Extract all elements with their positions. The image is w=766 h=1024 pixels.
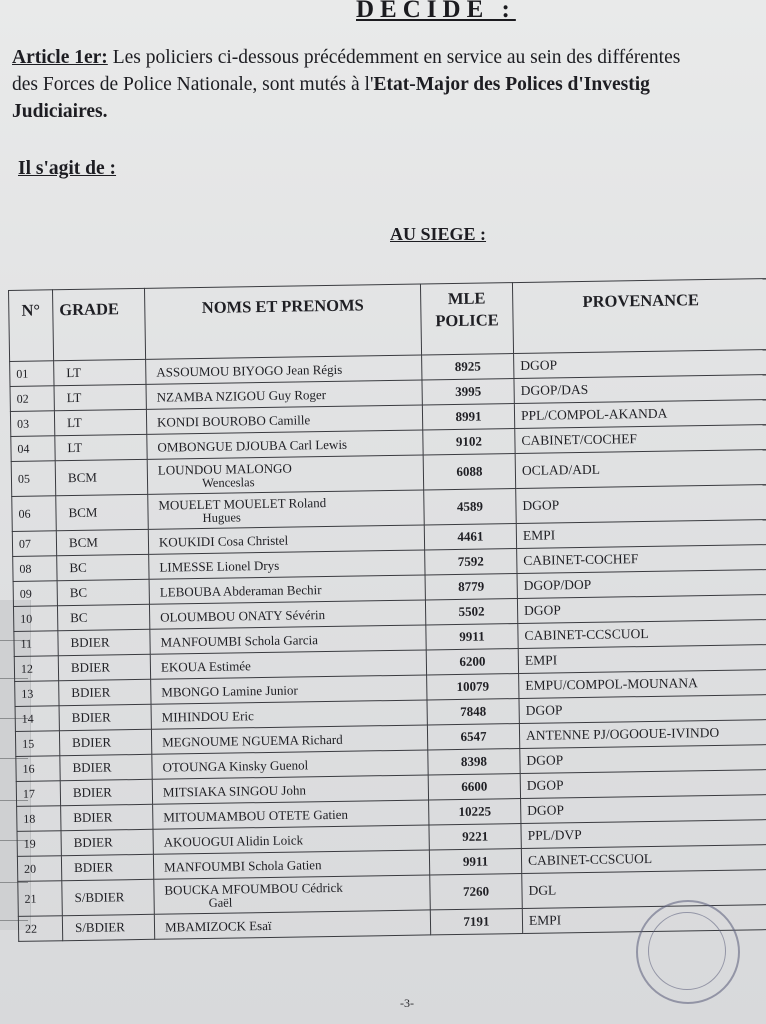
row-name-primary: MBONGO Lamine Junior: [161, 681, 298, 700]
row-number: 04: [11, 436, 55, 462]
article-label: Article 1er:: [12, 47, 108, 68]
row-number: 03: [10, 411, 54, 437]
row-grade: BC: [57, 554, 149, 580]
row-number: 01: [10, 361, 54, 387]
row-grade: BDIER: [59, 679, 151, 705]
article-text-2a: des Forces de Police Nationale, sont mutés à l': [12, 74, 374, 95]
row-mle-police: 7191: [430, 908, 522, 934]
row-grade: BCM: [56, 494, 149, 530]
row-name-primary: MBAMIZOCK Esaï: [164, 917, 272, 935]
row-mle-police: 9911: [429, 849, 521, 875]
article-text-1: Les policiers ci-dessous précédemment en service au sein des différentes: [112, 47, 681, 68]
page-number: -3-: [400, 996, 414, 1010]
row-name-continuation: Hugues: [202, 510, 241, 525]
row-name-primary: ASSOUMOU BIYOGO Jean Régis: [156, 361, 343, 380]
row-number: 12: [14, 656, 58, 682]
article-line-3: [12, 98, 766, 125]
article-line-2: [12, 71, 766, 98]
row-mle-police: 3995: [422, 379, 514, 405]
row-name-continuation: Wenceslas: [201, 475, 255, 490]
row-mle-police: 9911: [426, 624, 518, 650]
row-provenance: ANTENNE PJ/OGOOUE-IVINDO: [519, 720, 766, 749]
row-name-primary: NZAMBA NZIGOU Guy Roger: [156, 386, 327, 405]
row-provenance: CABINET/COCHEF: [515, 425, 766, 454]
row-mle-police: 7592: [425, 549, 517, 575]
row-provenance: DGOP/DAS: [514, 375, 766, 404]
row-number: 07: [12, 531, 56, 557]
section-title: AU SIEGE :: [390, 224, 487, 244]
row-name-primary: LIMESSE Lionel Drys: [159, 557, 280, 575]
row-number: 13: [15, 681, 59, 707]
row-grade: BC: [57, 604, 149, 630]
row-number: 06: [12, 496, 57, 532]
row-number: 16: [16, 756, 60, 782]
row-number: 19: [17, 831, 61, 857]
row-name-primary: BOUCKA MFOUMBOU Cédrick: [164, 879, 343, 898]
row-provenance: PPL/DVP: [521, 819, 766, 848]
row-provenance: DGOP: [517, 595, 766, 624]
header-name: NOMS ET PRENOMS: [144, 284, 421, 359]
row-provenance: CABINET-CCSCUOL: [521, 844, 766, 873]
article-text-2b: Etat-Major des Polices d'Investig: [373, 74, 650, 95]
row-grade: BDIER: [61, 829, 153, 855]
row-mle-police: 4589: [424, 489, 517, 525]
row-number: 21: [18, 881, 63, 917]
row-grade: BCM: [55, 459, 148, 495]
row-mle-police: 4461: [424, 524, 516, 550]
personnel-table: [8, 278, 766, 942]
row-mle-police: 8398: [428, 749, 520, 775]
row-number: 09: [13, 581, 57, 607]
row-number: 20: [17, 856, 61, 882]
row-number: 11: [14, 631, 58, 657]
row-provenance: PPL/COMPOL-AKANDA: [514, 400, 766, 429]
row-number: 02: [10, 386, 54, 412]
row-name-primary: OMBONGUE DJOUBA Carl Lewis: [157, 436, 348, 455]
header-provenance: PROVENANCE: [512, 279, 766, 354]
row-name-primary: KOUKIDI Cosa Christel: [158, 532, 289, 550]
row-mle-police: 7848: [427, 699, 519, 725]
row-provenance: OCLAD/ADL: [515, 450, 766, 489]
row-number: 14: [15, 706, 59, 732]
article-line-1: [12, 44, 766, 71]
row-number: 22: [18, 916, 62, 942]
row-provenance: DGOP: [521, 794, 766, 823]
official-stamp: [636, 900, 740, 1004]
row-mle-police: 8779: [425, 574, 517, 600]
header-grade: GRADE: [53, 288, 146, 360]
row-name-primary: MEGNOUME NGUEMA Richard: [161, 731, 343, 750]
row-number: 18: [17, 806, 61, 832]
row-name-primary: EKOUA Estimée: [160, 657, 251, 675]
row-provenance: DGL: [522, 869, 766, 908]
row-mle-police: 6088: [423, 454, 516, 490]
row-provenance: EMPI: [516, 520, 766, 549]
row-mle-police: 7260: [430, 874, 523, 910]
row-mle-police: 10225: [429, 799, 521, 825]
row-mle-police: 9102: [423, 429, 515, 455]
row-name-primary: KONDI BOUROBO Camille: [156, 411, 311, 430]
row-mle-police: 5502: [425, 599, 517, 625]
row-number: 17: [16, 781, 60, 807]
row-grade: BDIER: [61, 804, 153, 830]
row-provenance: DGOP: [520, 769, 766, 798]
row-provenance: DGOP: [514, 350, 766, 379]
row-grade: LT: [55, 434, 147, 460]
row-grade: S/BDIER: [62, 914, 154, 940]
row-name-primary: OTOUNGA Kinsky Guenol: [162, 756, 309, 775]
row-provenance: EMPI: [518, 645, 766, 674]
row-mle-police: 9221: [429, 824, 521, 850]
row-name: [154, 875, 431, 914]
row-grade: LT: [54, 359, 146, 385]
row-grade: LT: [54, 409, 146, 435]
row-grade: BDIER: [59, 729, 151, 755]
row-name-continuation: Gaël: [208, 895, 233, 910]
row-number: 10: [13, 606, 57, 632]
row-provenance: DGOP: [520, 744, 766, 773]
row-grade: BC: [57, 579, 149, 605]
row-name-primary: MITOUMAMBOU OTETE Gatien: [163, 806, 349, 825]
row-provenance: DGOP/DOP: [517, 570, 766, 599]
row-mle-police: 8991: [422, 404, 514, 430]
row-provenance: DGOP: [519, 695, 766, 724]
row-mle-police: 6200: [426, 649, 518, 675]
row-provenance: EMPI: [522, 904, 766, 933]
header-mle-line2: POLICE: [435, 310, 499, 331]
row-grade: BCM: [56, 529, 148, 555]
intro-text: Il s'agit de :: [18, 158, 117, 179]
row-grade: BDIER: [60, 779, 152, 805]
row-number: 08: [13, 556, 57, 582]
row-name-primary: MANFOUMBI Schola Gatien: [163, 856, 322, 875]
header-num: N°: [9, 290, 54, 362]
row-name-primary: MIHINDOU Eric: [161, 707, 254, 725]
row-name-primary: MOUELET MOUELET Roland: [158, 495, 327, 513]
row-number: 15: [15, 731, 59, 757]
row-grade: BDIER: [60, 754, 152, 780]
table-header-row: [9, 279, 766, 362]
row-number: 05: [11, 461, 56, 497]
official-stamp-inner-ring: [648, 912, 726, 990]
row-name-primary: OLOUMBOU ONATY Sévérin: [160, 606, 326, 625]
row-grade: LT: [54, 384, 146, 410]
row-name: [154, 910, 430, 939]
row-grade: BDIER: [61, 854, 153, 880]
row-name: [148, 490, 425, 529]
row-name-primary: LEBOUBA Abderaman Bechir: [159, 581, 322, 600]
row-grade: BDIER: [58, 629, 150, 655]
row-grade: S/BDIER: [62, 879, 155, 915]
row-grade: BDIER: [59, 704, 151, 730]
row-provenance: CABINET-COCHEF: [517, 545, 766, 574]
row-name-primary: LOUNDOU MALONGO: [157, 460, 292, 478]
article-text-3: Judiciaires.: [12, 101, 108, 122]
row-name-primary: AKOUOGUI Alidin Loick: [163, 831, 304, 850]
header-mle: [420, 283, 513, 355]
article-paragraph: [12, 44, 766, 125]
row-grade: BDIER: [58, 654, 150, 680]
header-mle-line1: MLE: [447, 288, 486, 309]
row-name-primary: MANFOUMBI Schola Garcia: [160, 631, 319, 650]
row-mle-police: 6547: [427, 724, 519, 750]
table-body: [10, 350, 766, 942]
row-provenance: DGOP: [516, 485, 766, 524]
row-mle-police: 8925: [422, 354, 514, 380]
row-mle-police: 6600: [428, 774, 520, 800]
row-name: [147, 455, 424, 494]
decision-heading: DECIDE :: [356, 0, 516, 23]
row-name-primary: MITSIAKA SINGOU John: [162, 781, 307, 800]
row-mle-police: 10079: [427, 674, 519, 700]
row-provenance: EMPU/COMPOL-MOUNANA: [519, 670, 766, 699]
row-provenance: CABINET-CCSCUOL: [518, 620, 766, 649]
